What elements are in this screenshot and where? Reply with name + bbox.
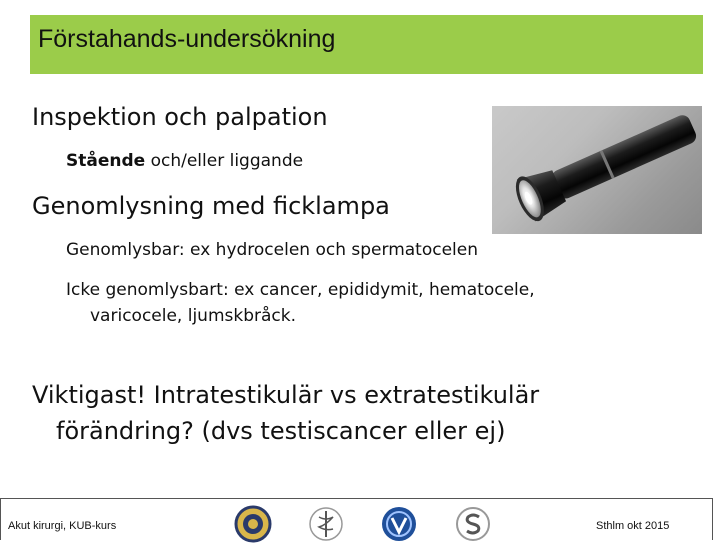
title-bar: [30, 15, 703, 74]
society-logo: [380, 505, 418, 543]
bullet-inspection: Inspektion och palpation: [32, 103, 328, 131]
footer-left-text: Akut kirurgi, KUB-kurs: [8, 520, 117, 532]
standing-bold-text: Stående: [66, 151, 146, 171]
footer-right-text: Sthlm okt 2015: [596, 520, 670, 532]
caduceus-logo: [307, 505, 345, 543]
sub-bullet-not-translucent: Icke genomlysbart: ex cancer, epididymit, hematocele,: [66, 280, 535, 300]
sub-bullet-standing: [66, 151, 303, 171]
footer-left-border: [0, 498, 1, 540]
key-point-line-2: förändring? (dvs testiscancer eller ej): [56, 417, 506, 445]
sub-bullet-translucent: Genomlysbar: ex hydrocelen och spermatocelen: [66, 240, 479, 260]
flashlight-photo: [492, 106, 702, 234]
footer-divider: [0, 498, 712, 499]
sub-bullet-not-translucent-cont: varicocele, ljumskbråck.: [90, 306, 297, 326]
standing-rest-text: och/eller liggande: [145, 151, 304, 171]
key-point-line-1: Viktigast! Intratestikulär vs extratestikulär: [32, 381, 540, 409]
bullet-translumination: Genomlysning med ficklampa: [32, 192, 390, 220]
footer-right-border: [712, 498, 713, 540]
slide-title: Förstahands-undersökning: [38, 25, 336, 53]
s-logo: [454, 505, 492, 543]
round-seal-logo: [234, 505, 272, 543]
